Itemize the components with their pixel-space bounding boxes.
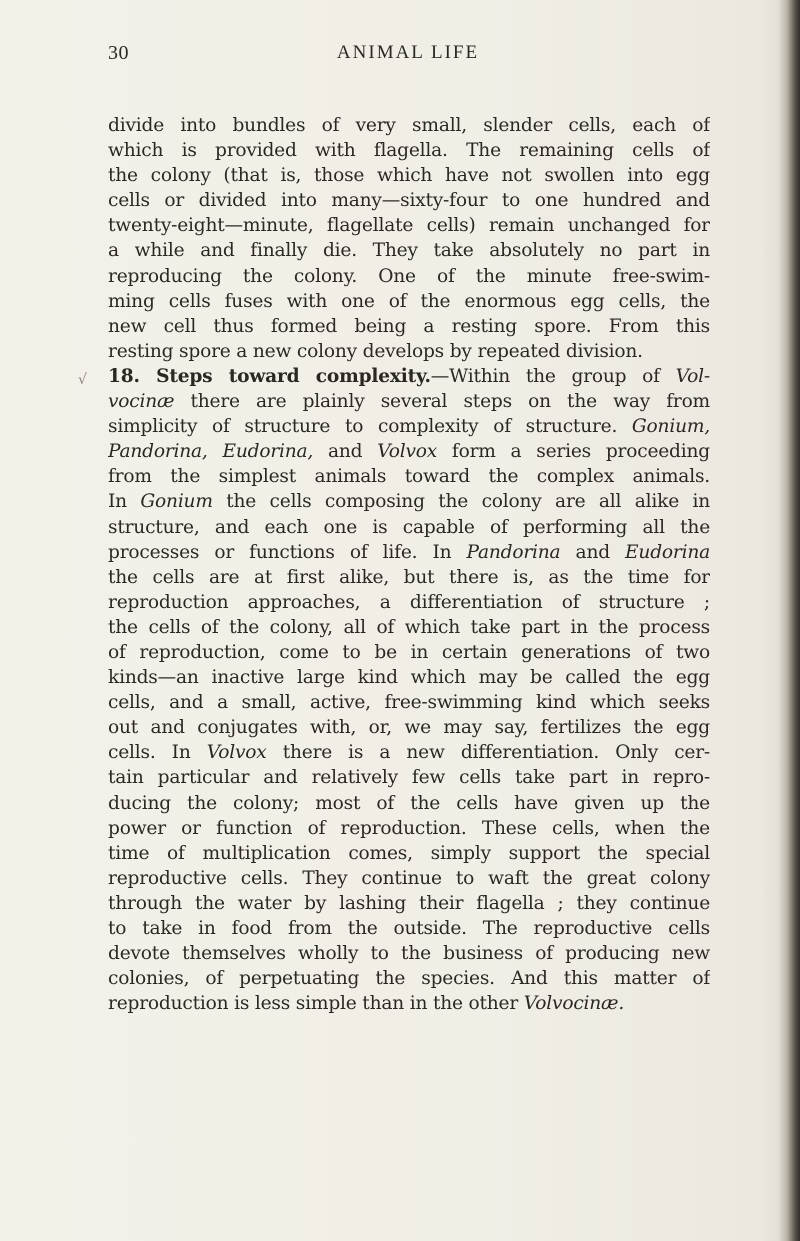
text-line — [108, 264, 710, 289]
italic-term: Vol- — [675, 365, 710, 387]
text-line — [108, 113, 710, 138]
text-run: from the simplest animals toward the complex animals. — [108, 466, 710, 488]
text-run: form a series proceeding — [437, 441, 710, 463]
text-line — [108, 991, 710, 1016]
text-line — [108, 339, 710, 364]
text-run: time of multiplication comes, simply support the special — [108, 842, 710, 864]
text-run: new cell thus formed being a resting spore. From this — [108, 315, 710, 337]
text-run: a while and finally die. They take absolutely no part in — [108, 240, 710, 262]
text-run: there are plainly several steps on the way from — [174, 391, 710, 413]
section-heading: 18. Steps toward complexity. — [108, 365, 431, 387]
text-line — [108, 389, 710, 414]
text-line — [108, 941, 710, 966]
text-line — [108, 665, 710, 690]
italic-term: Volvocinæ. — [523, 993, 625, 1015]
text-line — [108, 640, 710, 665]
text-line — [108, 690, 710, 715]
body-text — [108, 113, 710, 1016]
text-line — [108, 414, 710, 439]
text-run: processes or functions of life. In — [108, 541, 467, 563]
text-line — [108, 489, 710, 514]
text-run: ducing the colony; most of the cells have given up the — [108, 792, 710, 814]
text-run: colonies, of perpetuating the species. And this matter of — [108, 968, 710, 990]
text-line — [108, 364, 710, 389]
text-run: out and conjugates with, or, we may say, fertilizes the egg — [108, 717, 710, 739]
text-line — [108, 866, 710, 891]
text-run: of reproduction, come to be in certain generations of two — [108, 641, 710, 663]
text-line — [108, 765, 710, 790]
text-line — [108, 138, 710, 163]
text-run: there is a new differentiation. Only cer- — [266, 742, 710, 764]
text-run: resting spore a new colony develops by repeated division. — [108, 340, 643, 362]
text-run: reproduction approaches, a differentiation of structure ; — [108, 591, 710, 613]
text-run: structure, and each one is capable of performing all the — [108, 516, 710, 538]
text-line — [108, 740, 710, 765]
text-line — [108, 615, 710, 640]
text-run: and — [560, 541, 626, 563]
text-run: the cells are at first alike, but there is, as the time for — [108, 566, 710, 588]
text-run: kinds—an inactive large kind which may be called the egg — [108, 667, 710, 689]
text-run: power or function of reproduction. These cells, when the — [108, 817, 710, 839]
italic-term: Pandorina — [466, 541, 561, 563]
italic-term: Gonium — [140, 491, 213, 513]
running-title: ANIMAL LIFE — [336, 42, 480, 63]
text-run: reproducing the colony. One of the minute free-swim- — [108, 265, 710, 287]
page-number: 30 — [108, 42, 129, 64]
text-run: reproductive cells. They continue to waft the great colony — [108, 867, 710, 889]
text-run: devote themselves wholly to the business of producing new — [108, 943, 710, 965]
text-run: cells. In — [108, 742, 207, 764]
text-run: which is provided with flagella. The remaining cells of — [108, 140, 710, 162]
text-run: the colony (that is, those which have not swollen into egg — [108, 165, 710, 187]
text-line — [108, 590, 710, 615]
text-run: reproduction is less simple than in the other — [108, 993, 524, 1015]
text-run: In — [108, 491, 141, 513]
text-run: tain particular and relatively few cells take part in repro- — [108, 767, 710, 789]
text-line — [108, 916, 710, 941]
text-line — [108, 289, 710, 314]
text-line — [108, 163, 710, 188]
italic-term: Volvox — [377, 441, 438, 463]
text-run: to take in food from the outside. The reproductive cells — [108, 918, 710, 939]
text-line — [108, 314, 710, 339]
text-run: twenty-eight—minute, flagellate cells) remain unchanged for — [108, 215, 710, 237]
text-line — [108, 515, 710, 540]
text-line — [108, 188, 710, 213]
text-run: —Within the group of — [430, 365, 676, 387]
text-line — [108, 715, 710, 740]
text-line — [108, 816, 710, 841]
text-line — [108, 891, 710, 916]
text-run: the cells composing the colony are all alike in — [212, 491, 710, 513]
page-header — [108, 42, 708, 72]
text-line — [108, 841, 710, 866]
text-line — [108, 238, 710, 263]
italic-term: Eudorina — [625, 541, 710, 563]
text-run: simplicity of structure to complexity of structure. — [108, 416, 632, 438]
text-run: and — [313, 441, 378, 463]
text-line — [108, 439, 710, 464]
italic-term: Pandorina, Eudorina, — [108, 441, 314, 463]
text-line — [108, 966, 710, 991]
text-run: cells or divided into many—sixty-four to one hundred and — [108, 190, 710, 212]
text-line — [108, 213, 710, 238]
text-line — [108, 464, 710, 489]
italic-term: Gonium, — [631, 416, 710, 438]
text-run: through the water by lashing their flagella ; they continue — [108, 892, 710, 914]
text-line — [108, 791, 710, 816]
text-run: divide into bundles of very small, slender cells, each of — [108, 115, 710, 136]
margin-annotation: √ — [78, 372, 87, 388]
text-line — [108, 565, 710, 590]
italic-term: vocinæ — [108, 391, 175, 413]
page-edge-shadow — [778, 0, 800, 1241]
text-run: the cells of the colony, all of which take part in the process — [108, 616, 710, 638]
text-run: ming cells fuses with one of the enormous egg cells, the — [108, 290, 710, 312]
text-run: cells, and a small, active, free-swimming kind which seeks — [108, 692, 710, 714]
italic-term: Volvox — [206, 742, 267, 764]
text-line — [108, 540, 710, 565]
